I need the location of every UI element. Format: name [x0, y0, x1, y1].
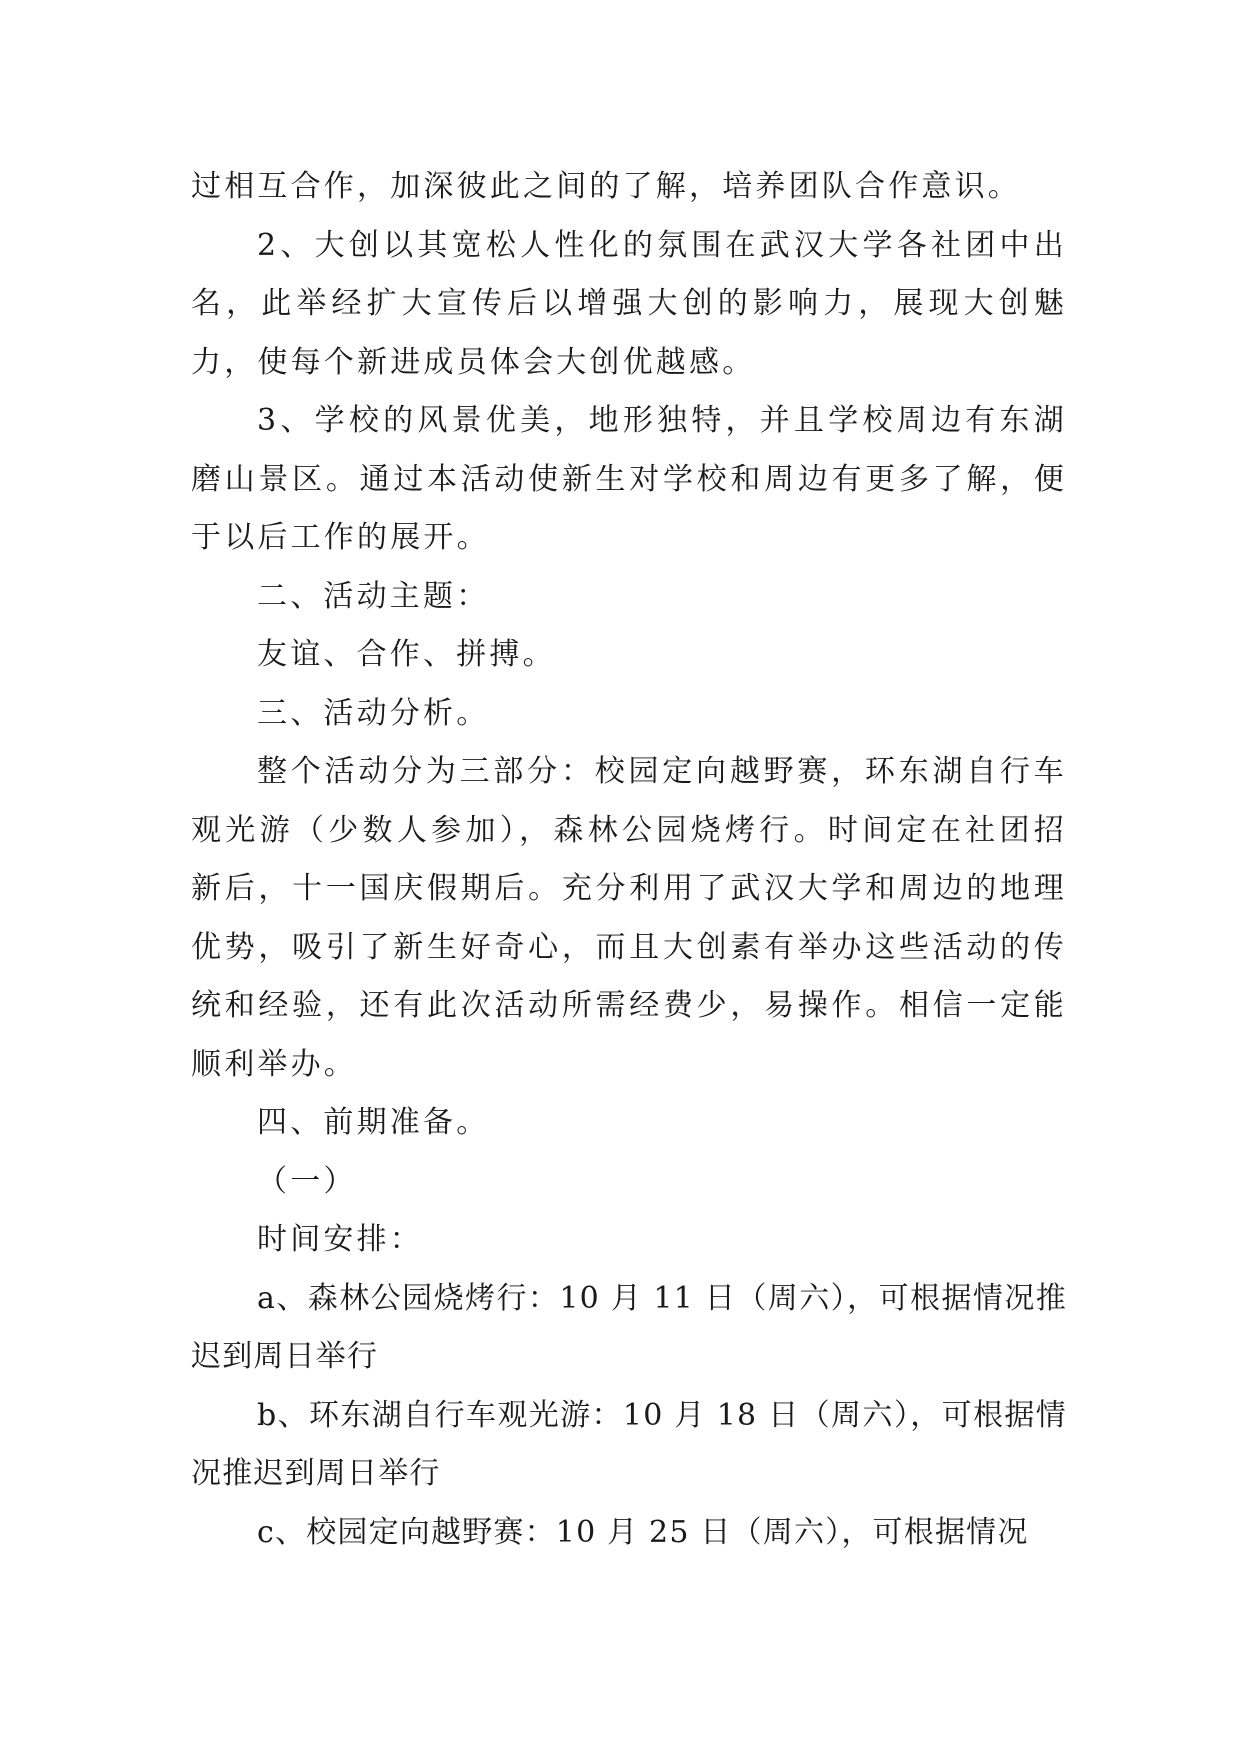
paragraph: 2、大创以其宽松人性化的氛围在武汉大学各社团中出名，此举经扩大宣传后以增强大创的影响力，展现大创魅力，使每个新进成员体会大创优越感。 [191, 227, 1067, 380]
section-heading: 四、前期准备。 [257, 1105, 490, 1140]
subsection-heading: （一） [257, 1163, 357, 1199]
paragraph: 3、学校的风景优美，地形独特，并且学校周边有东湖磨山景区。通过本活动使新生对学校和周边有更多了解，便于以后工作的展开。 [191, 403, 1067, 555]
list-item: a、森林公园烧烤行：10 月 11 日（周六），可根据情况推迟到周日举行 [191, 1280, 1067, 1374]
section-heading: 二、活动主题： [257, 578, 490, 614]
list-item: b、环东湖自行车观光游：10 月 18 日（周六），可根据情况推迟到周日举行 [191, 1397, 1067, 1491]
paragraph: 友谊、合作、拼搏。 [257, 637, 556, 672]
section-heading: 三、活动分析。 [257, 695, 490, 731]
paragraph: 时间安排： [257, 1222, 423, 1257]
paragraph: 过相互合作，加深彼此之间的了解，培养团队合作意识。 [191, 169, 1021, 204]
document-body [191, 158, 1067, 1562]
list-item: c、校园定向越野赛：10 月 25 日（周六），可根据情况 [257, 1514, 1029, 1550]
paragraph: 整个活动分为三部分：校园定向越野赛，环东湖自行车观光游（少数人参加），森林公园烧烤行。时间定在社团招新后，十一国庆假期后。充分利用了武汉大学和周边的地理优势，吸引了新生好奇心，而且大创素有举办这些活动的传统和经验，还有此次活动所需经费少，易操作。相信一定能顺利举办。 [191, 754, 1067, 1082]
